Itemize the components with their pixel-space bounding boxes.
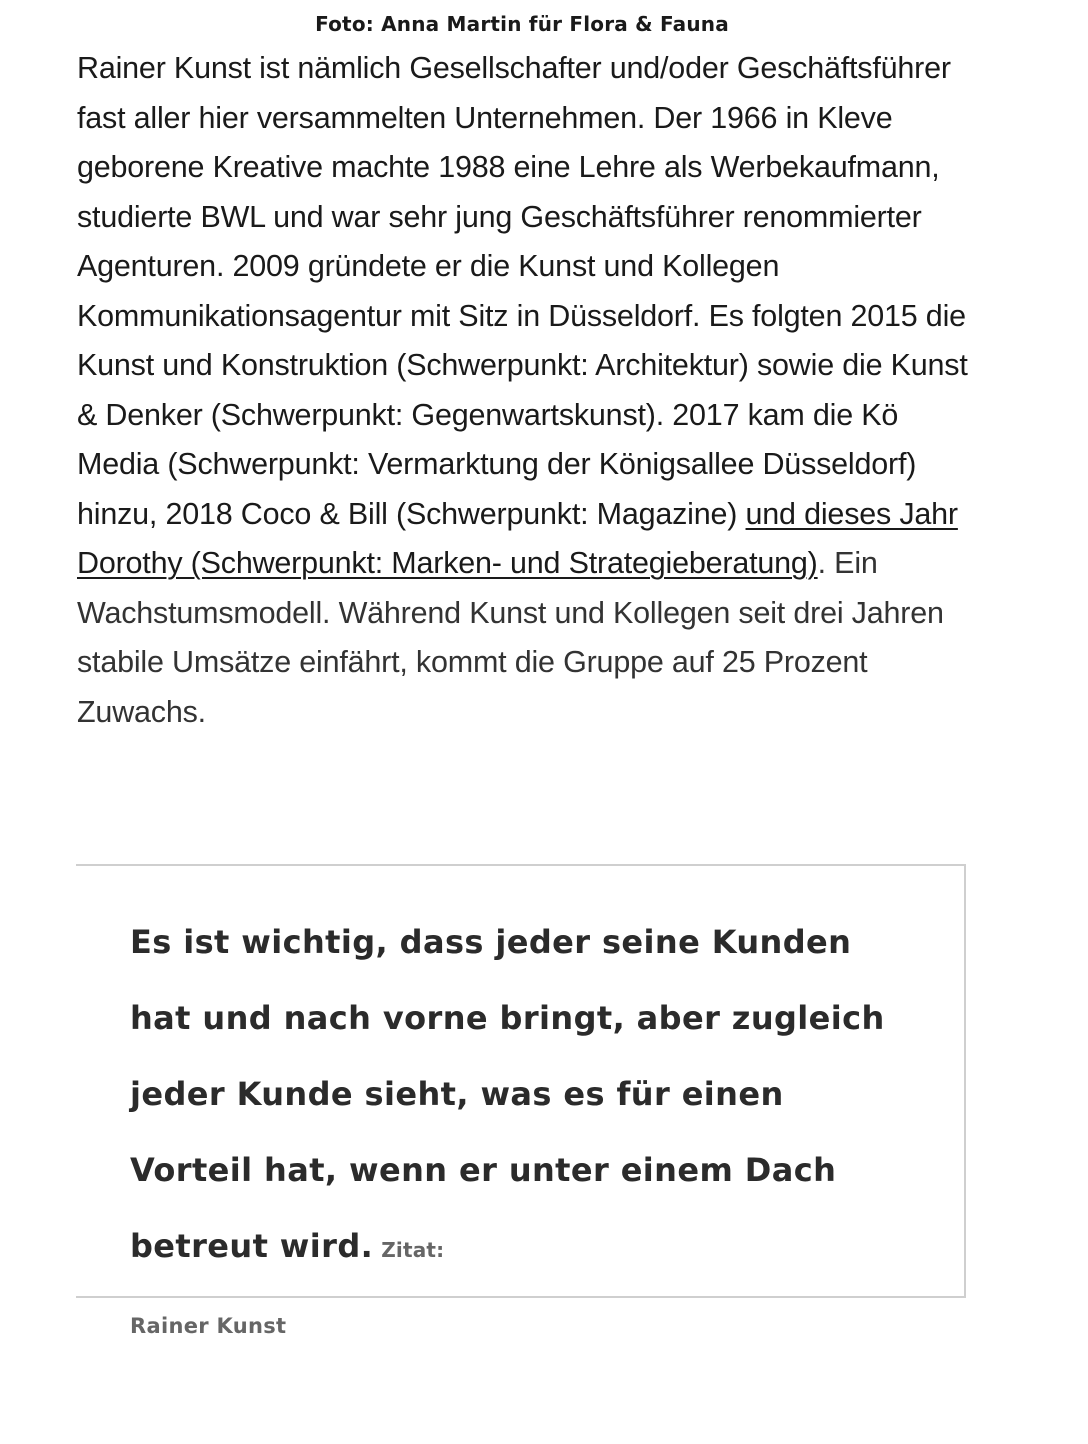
article-paragraph xyxy=(77,44,977,737)
article-inline-link[interactable]: und dieses Jahr Dorothy (Schwerpunkt: Marken- und Strategieberatung) xyxy=(77,496,958,580)
photo-credit-caption: Foto: Anna Martin für Flora & Fauna xyxy=(315,12,729,36)
article-text-after-link: . Ein Wachstumsmodell. Während Kunst und Kollegen seit drei Jahren stabile Umsätze einfährt, kommt die Gruppe auf 25 Prozent Zuwachs. xyxy=(77,546,944,729)
pull-quote-text: Es ist wichtig, dass jeder seine Kunden hat und nach vorne bringt, aber zugleich jeder Kunde sieht, was es für einen Vorteil hat, wenn er unter einem Dach betreut wird. xyxy=(130,923,885,1265)
quote-attribution-label: Zitat: xyxy=(381,1238,445,1262)
quote-attribution-name: Rainer Kunst xyxy=(130,1314,287,1338)
pull-quote xyxy=(130,904,910,1364)
pull-quote-box xyxy=(76,864,966,1338)
article-text-before-link: Rainer Kunst ist nämlich Gesellschafter und/oder Geschäftsführer fast aller hier versammelten Unternehmen. Der 1966 in Kleve geborene Kreative machte 1988 eine Lehre als Werbekaufmann, studierte BWL und war sehr jung Geschäftsführer renommierter Agenturen. 2009 gründete er die Kunst und Kollegen Kommunikationsagentur mit Sitz in Düsseldorf. Es folgten 2015 die Kunst und Konstruktion (Schwerpunkt: Architektur) sowie die Kunst & Denker (Schwerpunkt: Gegenwartskunst). 2017 kam die Kö Media (Schwerpunkt: Vermarktung der Königsallee Düsseldorf) hinzu, 2018 Coco & Bill (Schwerpunkt: Magazine) xyxy=(77,51,968,531)
